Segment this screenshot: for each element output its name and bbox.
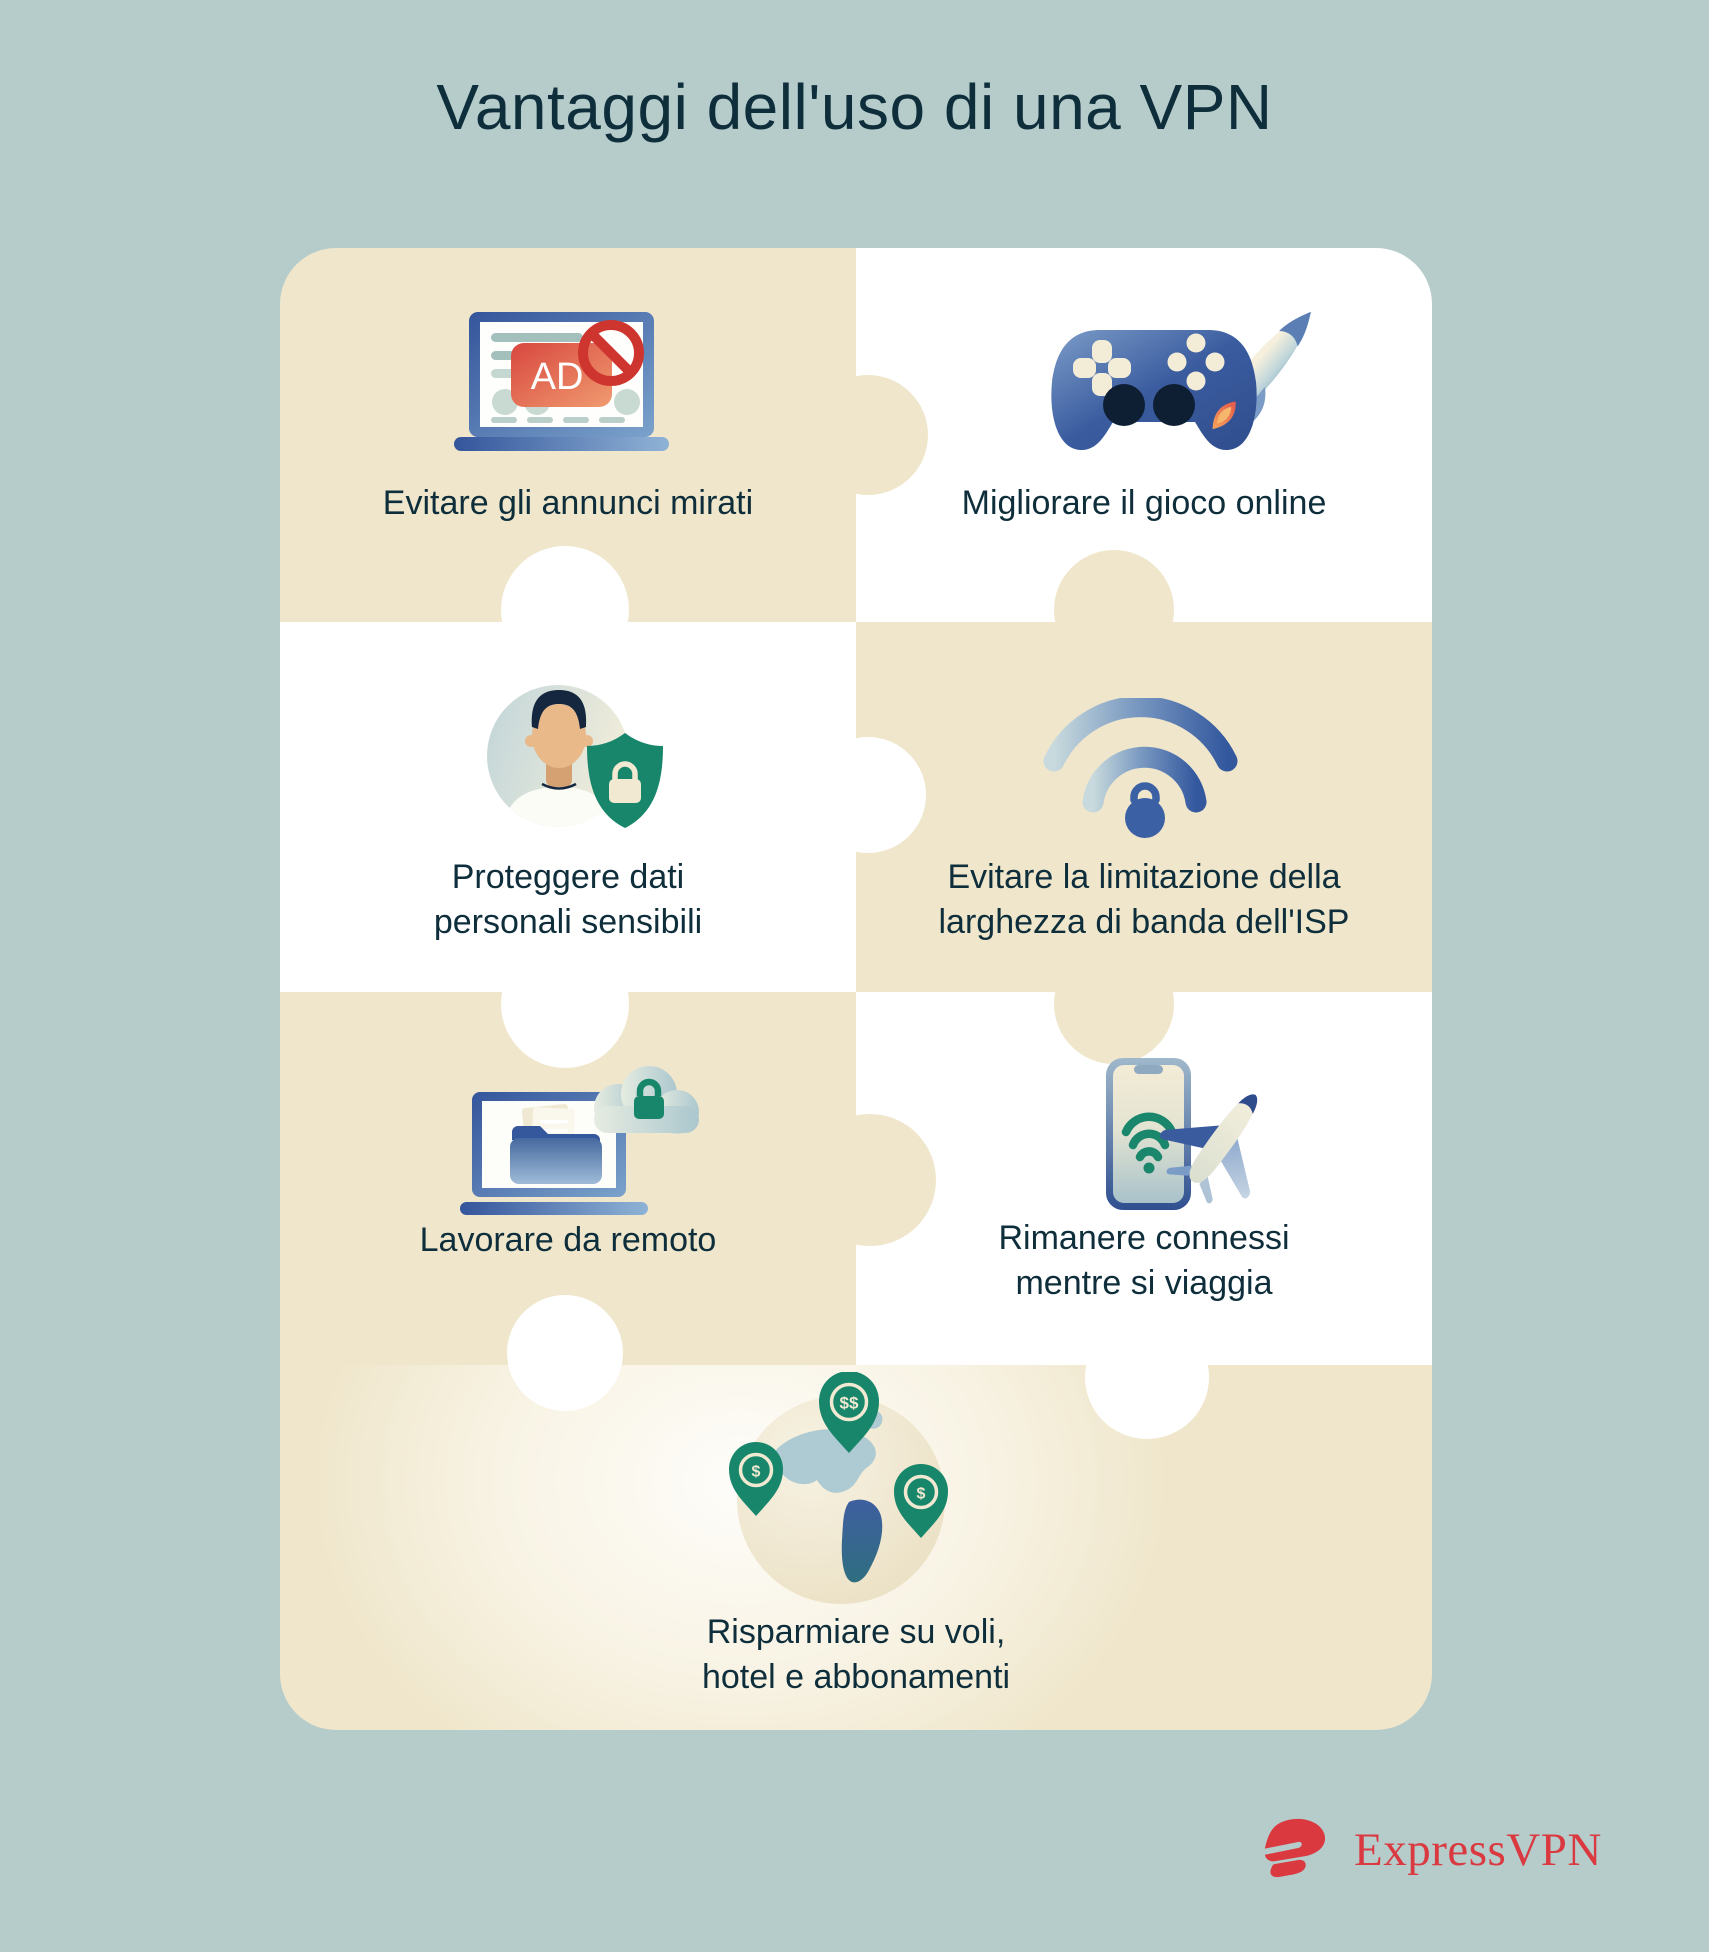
- benefit-label-gaming: Migliorare il gioco online: [961, 484, 1327, 522]
- puzzle-tab: [507, 1295, 623, 1411]
- expressvpn-logo-icon: [1262, 1818, 1330, 1883]
- brand-footer: [1262, 1814, 1602, 1886]
- puzzle-tab: [808, 375, 928, 495]
- puzzle-tab: [501, 546, 629, 674]
- svg-text:AD: AD: [530, 356, 584, 398]
- phone-wifi-plane-icon: [1090, 1048, 1285, 1223]
- svg-text:$: $: [916, 1485, 926, 1503]
- gamepad-body: [1051, 330, 1256, 450]
- benefit-label-remote-work: Lavorare da remoto: [419, 1221, 717, 1259]
- benefit-label-throttling: Evitare la limitazione della larghezza di banda dell'ISP: [938, 858, 1350, 941]
- svg-text:$: $: [751, 1463, 761, 1481]
- puzzle-tab: [810, 737, 926, 853]
- puzzle-tab: [501, 940, 629, 1068]
- ad-blocked-laptop-icon: [445, 303, 700, 458]
- puzzle-tab: [1085, 1315, 1209, 1439]
- page-title: Vantaggi dell'uso di una VPN: [436, 71, 1273, 143]
- globe-price-pins-icon: [719, 1372, 959, 1612]
- game-controller-rocket-icon: [1004, 270, 1319, 466]
- puzzle-tab: [1054, 944, 1174, 1064]
- brand-name: ExpressVPN: [1354, 1824, 1602, 1876]
- puzzle-tab: [1054, 550, 1174, 670]
- benefit-label-ads: Evitare gli annunci mirati: [382, 484, 754, 522]
- benefit-label-savings: Risparmiare su voli, hotel e abbonamenti: [701, 1613, 1011, 1696]
- puzzle-grid: [280, 248, 1432, 1730]
- wifi-lock-icon: [1037, 698, 1249, 843]
- laptop-cloud-lock-icon: [452, 1056, 716, 1216]
- benefit-label-privacy: Proteggere dati personali sensibili: [433, 858, 703, 941]
- person-shield-lock-icon: [470, 663, 670, 858]
- benefit-label-travel: Rimanere connessi mentre si viaggia: [998, 1219, 1290, 1302]
- svg-text:$$: $$: [839, 1393, 859, 1413]
